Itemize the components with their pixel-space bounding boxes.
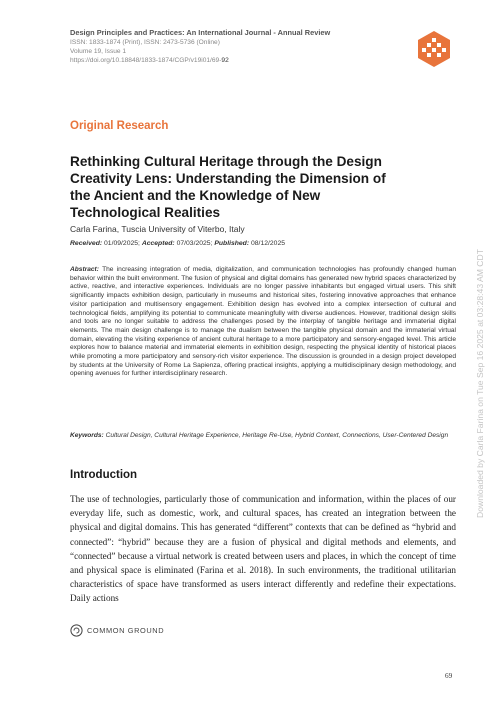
journal-issn: ISSN: 1833-1874 (Print), ISSN: 2473-5736 (Online) [70,39,220,46]
received-date: 01/09/2025; [104,240,140,247]
introduction-heading: Introduction [70,469,138,481]
keywords [70,431,456,440]
author-line: Carla Farina, Tuscia University of Viterbo, Italy [70,224,245,234]
footer-publisher [70,624,190,638]
received-label: Received: [70,240,103,247]
introduction-text: The use of technologies, particularly those of communication and information, within the places of our everyday life, such as domestic, work, and cultural spaces, has created an integration between the physical and digital domains. This has generated “different” contexts that can be defined as “hybrid and connected”: “hybrid” because they are a fusion of physical and digital methods and elements, and “connected” because a virtual network is created between users and places, in which the concept of time and physical space is eliminated (Farina et al. 2018). In such environments, the traditional utilitarian characteristics of space have transformed as users interact differently and redefine their expectations. Daily actions [70,494,456,604]
abstract-text: The increasing integration of media, digitalization, and communication technologies has profoundly changed human behavior within the built environment. The fusion of physical and digital domains has generated new hybrid spaces characterized by active, reactive, and interactive experiences. Individuals are no longer passive inhabitants but engaged virtual users. This shift significantly impacts exhibition design, particularly in museums and historical sites, fostering innovative approaches that enhance visitor participation and multisensory engagement. Exhibition design has evolved into a complex intersection of cultural and technological fields, amplifying its potential to communicate meaningfully with diverse audiences. However, traditional design skills and tools are no longer suitable to address the challenges posed by the interplay of tangible heritage and immaterial digital elements. The main design challenge is to manage the dualism between the tangible physical domain and the immaterial virtual domain, elevating the visiting experience of ancient cultural heritage to a more participatory and sensory-engaged level. This article explores how to balance material and immaterial elements in exhibition design, respecting the physical identity of historical places while promoting a more participatory and sensory-rich visitor experience. The discussion is grounded in a design project developed by students at the University of Rome La Sapienza, offering practical insights, applying a multidisciplinary design methodology, and opening avenues for further interdisciplinary research. [70,266,456,378]
download-watermark [470,90,490,520]
journal-doi[interactable] [70,56,390,65]
journal-header [70,28,390,65]
accepted-label: Accepted: [141,240,175,247]
doi-end: 92 [221,57,229,64]
accepted-date: 07/03/2025; [176,240,213,247]
journal-volume: Volume 19, Issue 1 [70,48,127,55]
page-number: 69 [445,672,453,680]
common-ground-logo-icon [70,624,83,637]
abstract-label: Abstract: [70,266,99,273]
watermark-text: Downloaded by Carla Farina on Tue Sep 16 2025 at 03:28:43 AM CDT [475,249,485,518]
keywords-text: Cultural Design, Cultural Heritage Experience, Heritage Re-Use, Hybrid Context, Connections, User-Centered Design [105,432,449,439]
doi-prefix: https://doi.org/10.18848/1833-1874/CGP/v19i01/69- [70,57,222,64]
article-dates [70,240,285,247]
keywords-label: Keywords: [70,432,104,439]
section-label: Original Research [70,120,169,132]
published-date: 08/12/2025 [251,240,286,247]
journal-title: Design Principles and Practices: An International Journal - Annual Review [70,28,331,37]
publisher-name: COMMON GROUND [87,626,165,635]
abstract [70,266,456,379]
published-label: Published: [214,240,250,247]
publisher-logo-icon [415,30,453,68]
article-title: Rethinking Cultural Heritage through the Design Creativity Lens: Understanding the Dimension of the Ancient and the Knowledge of New Technological Realities [70,154,386,220]
